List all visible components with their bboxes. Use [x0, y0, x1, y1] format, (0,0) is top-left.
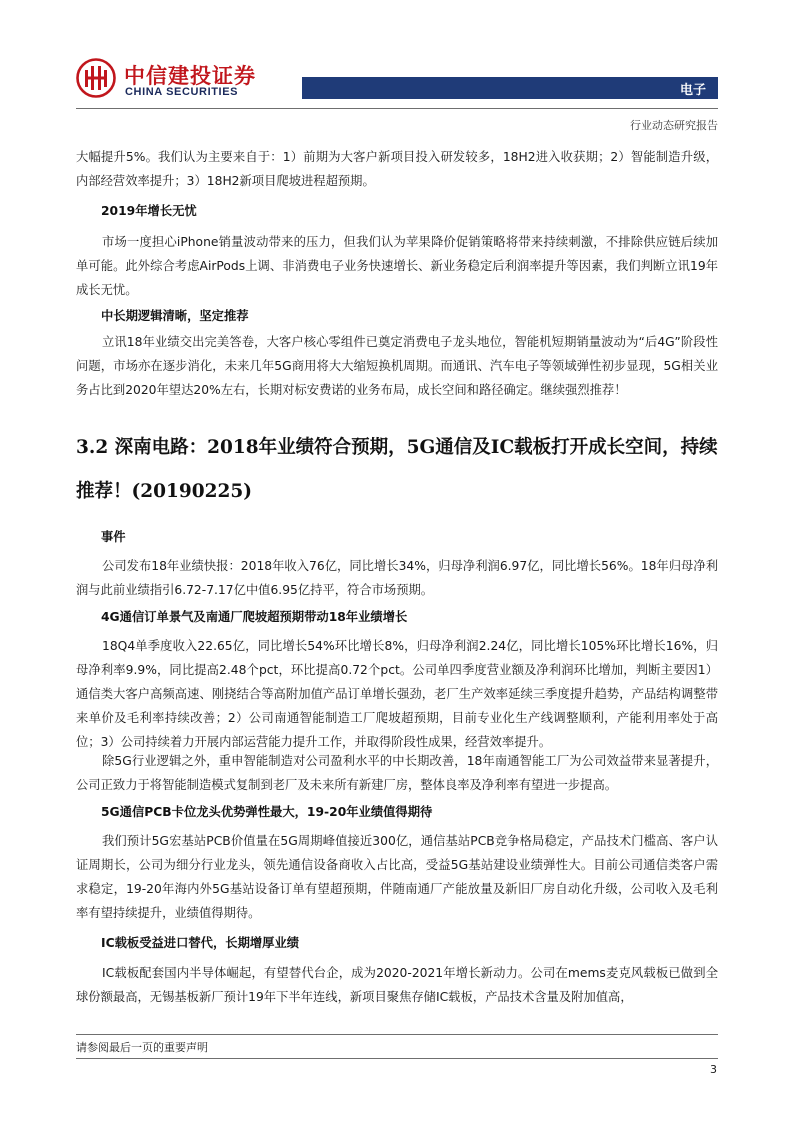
- disclaimer-note: 请参阅最后一页的重要声明: [76, 1041, 208, 1054]
- header-divider: [76, 108, 718, 109]
- industry-category: 电子: [679, 83, 706, 98]
- subheading-event: 事件: [101, 530, 126, 544]
- brand-name-cn: 中信建投证券: [124, 64, 256, 88]
- paragraph-q4-results: 18Q4单季度收入22.65亿，同比增长54%环比增长8%，归母净利润2.24亿，同比增长105%环比增长16%，归母净利率9.9%，同比提高2.48个pct，环比提高0.72个pct。公司单四季度营业额及净利润环比增加，判断主要因1）通信类大客户高频高速、刚挠结合等高附加值产品订单增长强劲，老厂生产效率延续三季度提升趋势，产品结构调整带来单价及毛利率持续改善；2）公司南通智能制造工厂爬坡超预期，目前专业化生产线调整顺利，产能利用率处于高位；3）公司持续着力开展内部运营能力提升工作，并取得阶段性成果，经营效率提升。: [76, 639, 718, 749]
- subheading-ic-substrate: IC载板受益进口替代，长期增厚业绩: [101, 936, 300, 950]
- subheading-long-term-logic: 中长期逻辑清晰，坚定推荐: [101, 309, 249, 323]
- paragraph-5g-base-station: 我们预计5G宏基站PCB价值量在5G周期峰值接近300亿，通信基站PCB竞争格局稳定，产品技术门槛高、客户认证周期长，公司为细分行业龙头，领先通信设备商收入占比高，受益5G基站建设业绩弹性大。目前公司通信类客户需求稳定，19-20年海内外5G基站设备订单有望超预期，伴随南通厂产能放量及新旧厂房自动化升级，公司收入及毛利率有望持续提升，业绩值得期待。: [76, 834, 718, 920]
- page-number: 3: [710, 1063, 717, 1076]
- paragraph-iphone-concern: 市场一度担心iPhone销量波动带来的压力，但我们认为苹果降价促销策略将带来持续刺激，不排除供应链后续加单可能。此外综合考虑AirPods上调、非消费电子业务快速增长、新业务稳定后利润率提升等因素，我们判断立讯19年成长无忧。: [76, 235, 718, 297]
- footer-divider-bottom: [76, 1058, 718, 1059]
- paragraph-smart-manufacturing: 除5G行业逻辑之外，重申智能制造对公司盈利水平的中长期改善，18年南通智能工厂为公司效益带来显著提升，公司正致力于将智能制造模式复制到老厂及未来所有新建厂房，整体良率及净利率有望进一步提高。: [76, 754, 718, 792]
- paragraph-ic-substrate: IC载板配套国内半导体崛起，有望替代台企，成为2020-2021年增长新动力。公司在mems麦克风载板已做到全球份额最高，无锡基板新厂预计19年下半年连线，新项目聚焦存储IC载板，产品技术含量及附加值高，: [76, 966, 718, 1004]
- paragraph-growth-reasons: 大幅提升5%。我们认为主要来自于：1）前期为大客户新项目投入研发较多，18H2进入收获期；2）智能制造升级，内部经营效率提升；3）18H2新项目爬坡进程超预期。: [76, 150, 718, 188]
- subheading-2019-growth: 2019年增长无忧: [101, 204, 197, 218]
- brand-name-en: CHINA SECURITIES: [125, 86, 239, 98]
- china-securities-logo-icon: [76, 58, 116, 98]
- section-title-shennan-circuits: 3.2 深南电路：2018年业绩符合预期，5G通信及IC载板打开成长空间，持续推荐！(20190225): [76, 437, 718, 502]
- footer-divider-top: [76, 1034, 718, 1035]
- report-type: 行业动态研究报告: [630, 119, 718, 132]
- subheading-4g-orders: 4G通信订单景气及南通厂爬坡超预期带动18年业绩增长: [101, 610, 408, 624]
- subheading-5g-pcb: 5G通信PCB卡位龙头优势弹性最大，19-20年业绩值得期待: [101, 805, 433, 819]
- header-bar: [302, 77, 718, 99]
- paragraph-earnings-flash: 公司发布18年业绩快报：2018年收入76亿，同比增长34%，归母净利润6.97亿，同比增长56%。18年归母净利润与此前业绩指引6.72-7.17亿中值6.95亿持平，符合市场预期。: [76, 559, 718, 597]
- paragraph-luxshare-recommendation: 立讯18年业绩交出完美答卷，大客户核心零组件已奠定消费电子龙头地位，智能机短期销量波动为“后4G”阶段性问题，市场亦在逐步消化，未来几年5G商用将大大缩短换机周期。而通讯、汽车电子等领域弹性初步显现，5G相关业务占比到2020年望达20%左右，长期对标安费诺的业务布局，成长空间和路径确定。继续强烈推荐！: [76, 335, 718, 397]
